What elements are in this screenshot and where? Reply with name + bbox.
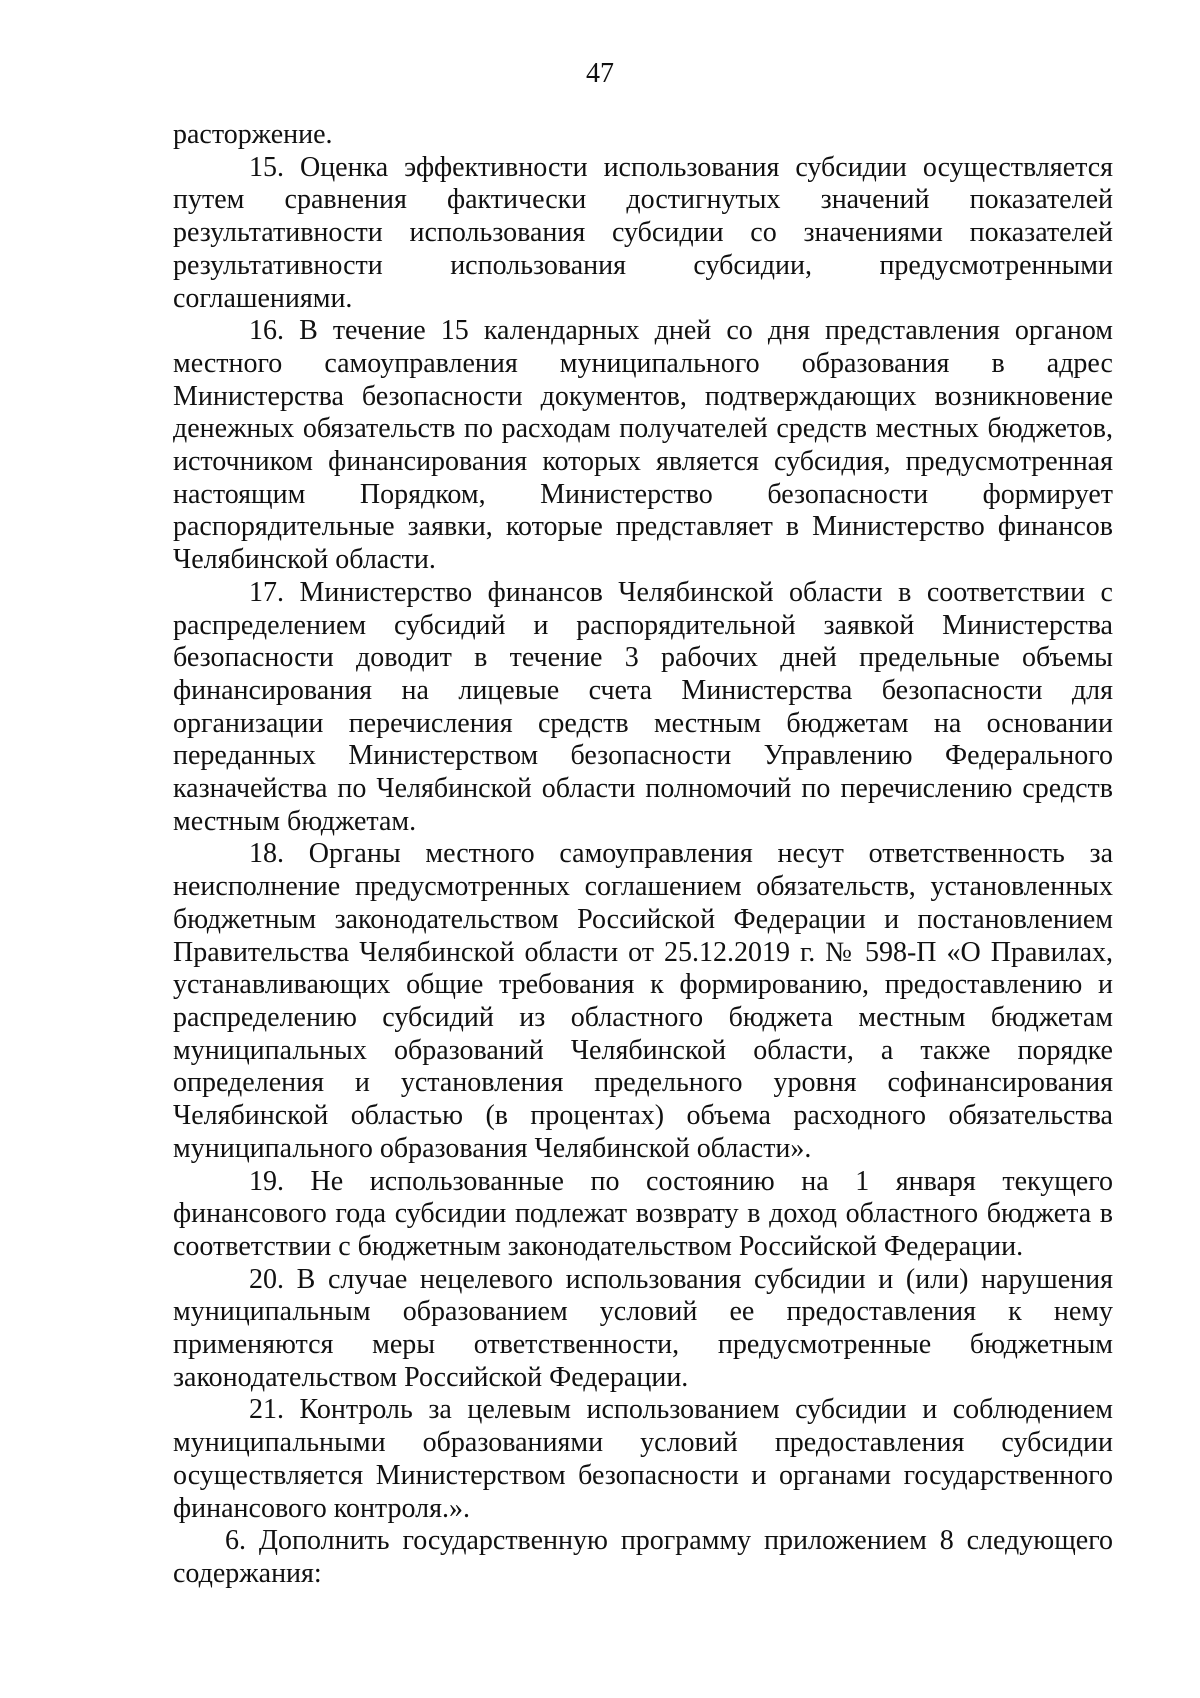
paragraph-17: 17. Министерство финансов Челябинской области в соответствии с распределением субсидий и распорядительной заявкой Министерства безопасности доводит в течение 3 рабочих дней предельные объемы финансирования на лицевые счета Министерства безопасности для организации перечисления средств местным бюджетам на основании переданных Министерством безопасности Управлению Федерального казначейства по Челябинской области полномочий по перечислению средств местным бюджетам. — [173, 576, 1113, 837]
paragraph-15: 15. Оценка эффективности использования субсидии осуществляется путем сравнения фактически достигнутых значений показателей результативности использования субсидии со значениями показателей результативности использования субсидии, предусмотренными соглашениями. — [173, 151, 1113, 314]
paragraph-item-6: 6. Дополнить государственную программу приложением 8 следующего содержания: — [173, 1525, 1113, 1589]
paragraph-18: 18. Органы местного самоуправления несут ответственность за неисполнение предусмотренных соглашением обязательств, установленных бюджетным законодательством Российской Федерации и постановлением Правительства Челябинской области от 25.12.2019 г. № 598-П «О Правилах, устанавливающих общие требования к формированию, предоставлению и распределению субсидий из областного бюджета местным бюджетам муниципальных образований Челябинской области, а также порядке определения и установления предельного уровня софинансирования Челябинской областью (в процентах) объема расходного обязательства муниципального образования Челябинской области». — [173, 838, 1113, 1164]
paragraph-19: 19. Не использованные по состоянию на 1 января текущего финансового года субсидии подлежат возврату в доход областного бюджета в соответствии с бюджетным законодательством Российской Федерации. — [173, 1165, 1113, 1262]
paragraph-16: 16. В течение 15 календарных дней со дня представления органом местного самоуправления муниципального образования в адрес Министерства безопасности документов, подтверждающих возникновение денежных обязательств по расходам получателей средств местных бюджетов, источником финансирования которых является субсидия, предусмотренная настоящим Порядком, Министерство безопасности формирует распорядительные заявки, которые представляет в Министерство финансов Челябинской области. — [173, 315, 1113, 576]
paragraph-21: 21. Контроль за целевым использованием субсидии и соблюдением муниципальными образованиями условий предоставления субсидии осуществляется Министерством безопасности и органами государственного финансового контроля.». — [173, 1394, 1113, 1524]
paragraph-20: 20. В случае нецелевого использования субсидии и (или) нарушения муниципальным образованием условий ее предоставления к нему применяются меры ответственности, предусмотренные бюджетным законодательством Российской Федерации. — [173, 1263, 1113, 1393]
document-body — [173, 119, 1113, 1591]
page-number: 47 — [586, 58, 614, 89]
paragraph-continuation: расторжение. — [173, 119, 333, 150]
